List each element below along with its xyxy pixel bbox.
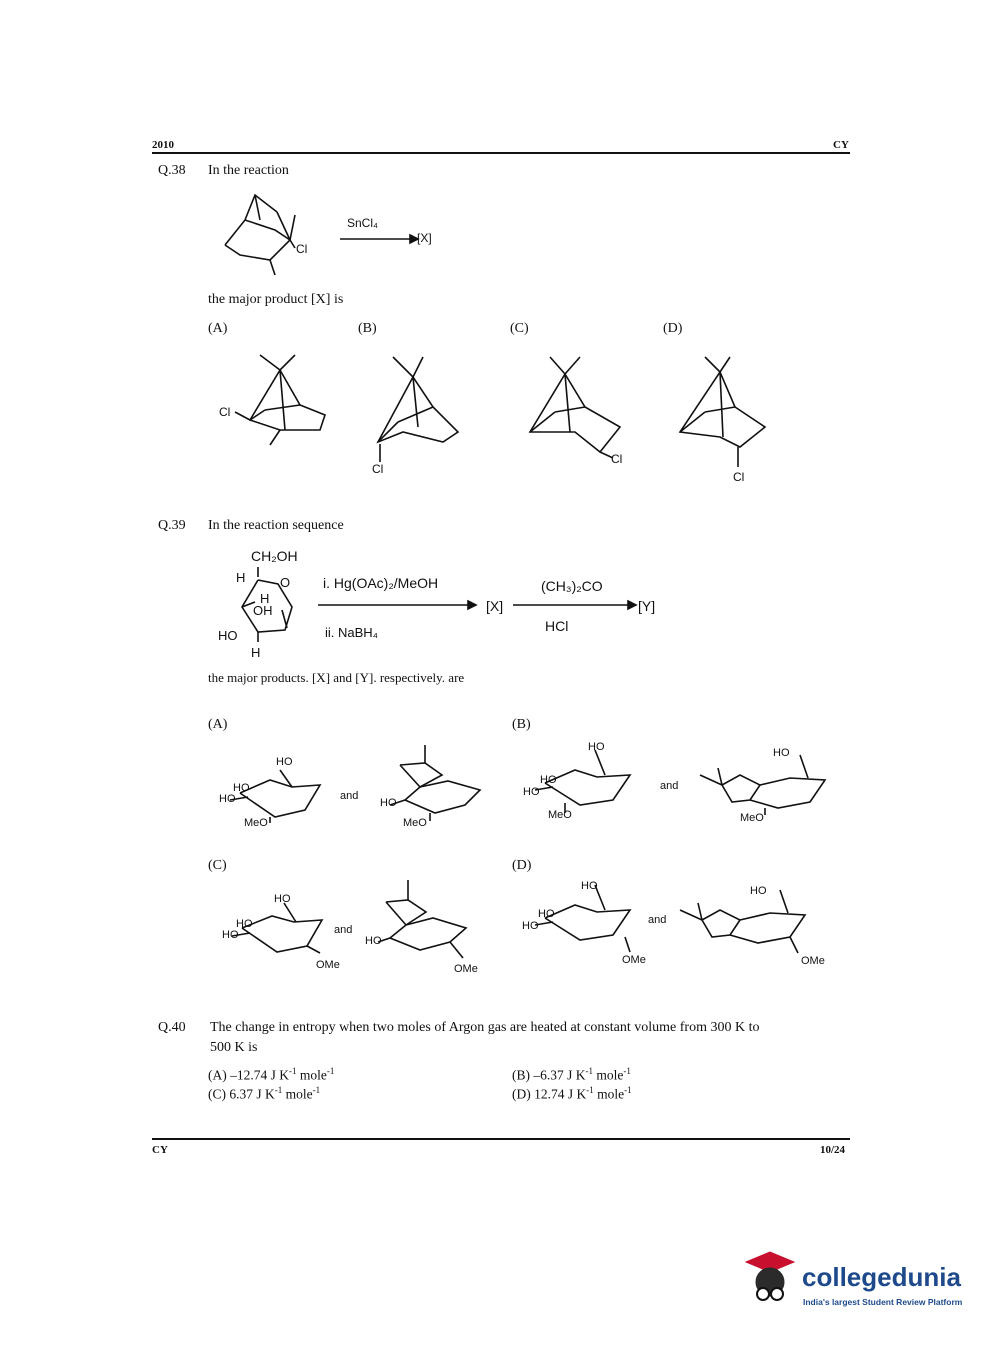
q38-option-c-label: (C): [510, 321, 529, 336]
q38-stem: In the reaction: [208, 163, 289, 178]
q39-arrow-2: [513, 599, 638, 611]
q39-sm-o: O: [280, 575, 291, 590]
q38-option-a-structure: [225, 350, 335, 450]
q39-option-a-ho-b: HO: [219, 793, 236, 805]
brand-name: collegedunia: [802, 1262, 961, 1292]
q39-option-b-label: (B): [512, 717, 531, 732]
q38-option-c-cl: Cl: [611, 452, 623, 466]
q39-option-a-ho-c: HO: [380, 797, 397, 809]
q39-option-d-ome2: OMe: [801, 955, 825, 967]
q39-option-a-and: and: [340, 790, 359, 802]
q39-option-b-ome2: MeO: [740, 812, 764, 824]
q40-number: Q.40: [158, 1020, 186, 1035]
q40-option-b-label: (B): [512, 1067, 530, 1083]
q39-number: Q.39: [158, 518, 186, 533]
q40-option-a-exp2: -1: [326, 1066, 335, 1076]
q38-arrow: [340, 233, 420, 245]
q40-option-c-label: (C): [208, 1086, 226, 1102]
q38-option-d-label: (D): [663, 321, 683, 336]
q40-option-d-label: (D): [512, 1086, 531, 1102]
q39-option-b-ho-top: HO: [588, 741, 605, 753]
header-rule: [152, 152, 850, 154]
q39-option-b-ome1: MeO: [548, 809, 572, 821]
collegedunia-logo-icon: [740, 1248, 800, 1308]
q39-sm-ho: HO: [218, 628, 238, 643]
q39-prompt: the major products. [X] and [Y]. respectively. are: [208, 670, 465, 685]
q39-option-b-ho-c: HO: [773, 747, 790, 759]
q40-option-d-unit: mole: [597, 1086, 625, 1102]
q39-option-d-ome1: OMe: [622, 954, 646, 966]
q40-option-b: [512, 1066, 631, 1084]
q39-option-a-label: (A): [208, 717, 228, 732]
q39-sm-structure: [230, 562, 300, 647]
page-number: 10/24: [820, 1144, 846, 1156]
q39-option-a-ho-top: HO: [276, 756, 293, 768]
footer-rule: [152, 1138, 850, 1140]
q39-step1a: i. Hg(OAc)₂/MeOH: [323, 575, 439, 591]
exam-year: 2010: [152, 139, 174, 151]
q39-option-a-acetonide-y: [390, 745, 490, 820]
q39-option-c-pyranose-x: [232, 898, 332, 963]
q40-option-b-unit: mole: [596, 1067, 624, 1083]
q39-option-a-ome1: MeO: [244, 817, 268, 829]
q38-option-a-label: (A): [208, 321, 228, 336]
q39-option-c-ho-b: HO: [222, 929, 239, 941]
q40-option-d-exp1: -1: [586, 1085, 594, 1095]
q40-option-a-label: (A): [208, 1067, 227, 1083]
q39-option-c-ho-c: HO: [365, 935, 382, 947]
q38-reagent: SnCl₄: [347, 216, 378, 230]
paper-code: CY: [833, 139, 849, 151]
q40-option-a-exp1: -1: [289, 1066, 297, 1076]
q39-option-b-and: and: [660, 780, 679, 792]
q39-y: [Y]: [638, 598, 656, 614]
q39-option-b-ho-a: HO: [540, 774, 557, 786]
q39-sm-oh: OH: [253, 603, 273, 618]
footer-code: CY: [152, 1144, 168, 1156]
q40-option-c: [208, 1085, 320, 1103]
q39-stem: In the reaction sequence: [208, 518, 344, 533]
q39-option-d-and: and: [648, 914, 667, 926]
q40-option-b-exp1: -1: [585, 1066, 594, 1076]
q40-stem-line2: 500 K is: [210, 1040, 258, 1055]
q39-option-d-label: (D): [512, 858, 532, 873]
q39-option-c-ho-top: HO: [274, 893, 291, 905]
q40-option-d-exp2: -1: [624, 1085, 632, 1095]
q40-option-a-unit: mole: [299, 1067, 327, 1083]
q40-option-c-value: 6.37 J K: [229, 1086, 275, 1102]
q39-x: [X]: [486, 598, 504, 614]
q40-option-b-value: –6.37 J K: [533, 1067, 586, 1083]
q40-option-c-exp1: -1: [274, 1085, 283, 1095]
q40-option-a: [208, 1066, 334, 1084]
q39-option-c-ome2: OMe: [454, 963, 478, 975]
q39-sm-ch2oh: CH₂OH: [251, 548, 298, 564]
q40-option-d: [512, 1085, 632, 1103]
q40-option-a-value: –12.74 J K: [230, 1067, 290, 1083]
q38-option-d-cl: Cl: [733, 470, 745, 484]
q40-option-c-exp2: -1: [312, 1085, 321, 1095]
q39-option-d-ho-top: HO: [581, 880, 598, 892]
q39-option-c-and: and: [334, 924, 353, 936]
q39-option-c-ome1: OMe: [316, 959, 340, 971]
q38-reactant-structure: [215, 190, 335, 280]
q39-option-c-ho-a: HO: [236, 918, 253, 930]
q38-option-b-structure: [368, 352, 468, 472]
q40-option-b-exp2: -1: [623, 1066, 631, 1076]
q38-number: Q.38: [158, 163, 186, 178]
q39-sm-h3: H: [251, 645, 261, 660]
q40-option-c-unit: mole: [285, 1086, 313, 1102]
q39-option-d-ho-c: HO: [750, 885, 767, 897]
q39-arrow-1: [318, 599, 478, 611]
q39-option-a-ome2: MeO: [403, 817, 427, 829]
q39-option-a-pyranose-x: [230, 765, 330, 825]
q38-option-d-structure: [675, 352, 785, 467]
q40-option-d-value: 12.74 J K: [534, 1086, 587, 1102]
q40-stem-line1: The change in entropy when two moles of Argon gas are heated at constant volume from 300 K to: [210, 1020, 760, 1035]
q38-option-a-cl: Cl: [219, 405, 231, 419]
q39-option-c-acetonide-y: [378, 880, 478, 965]
brand-tagline: India's largest Student Review Platform: [803, 1297, 963, 1307]
q38-option-b-label: (B): [358, 321, 377, 336]
q39-sm-h2: H: [260, 591, 270, 606]
q38-option-c-structure: [525, 352, 635, 462]
q39-option-d-ho-b: HO: [522, 920, 539, 932]
q38-option-b-cl: Cl: [372, 462, 384, 476]
q39-option-b-ho-b: HO: [523, 786, 540, 798]
q39-option-a-ho-a: HO: [233, 782, 250, 794]
q39-step1b: ii. NaBH₄: [325, 625, 378, 640]
q39-option-b-acetonide-y: [700, 750, 840, 820]
q38-reactant-cl: Cl: [296, 242, 308, 256]
q39-option-c-label: (C): [208, 858, 227, 873]
q39-sm-h1: H: [236, 570, 246, 585]
q38-prompt: the major product [X] is: [208, 292, 344, 307]
q39-step2b: HCl: [545, 618, 569, 634]
q38-product-x: [X]: [417, 231, 432, 245]
q39-step2a: (CH₃)₂CO: [541, 578, 603, 594]
q39-option-d-pyranose-x: [535, 880, 645, 960]
q39-option-d-ho-a: HO: [538, 908, 555, 920]
